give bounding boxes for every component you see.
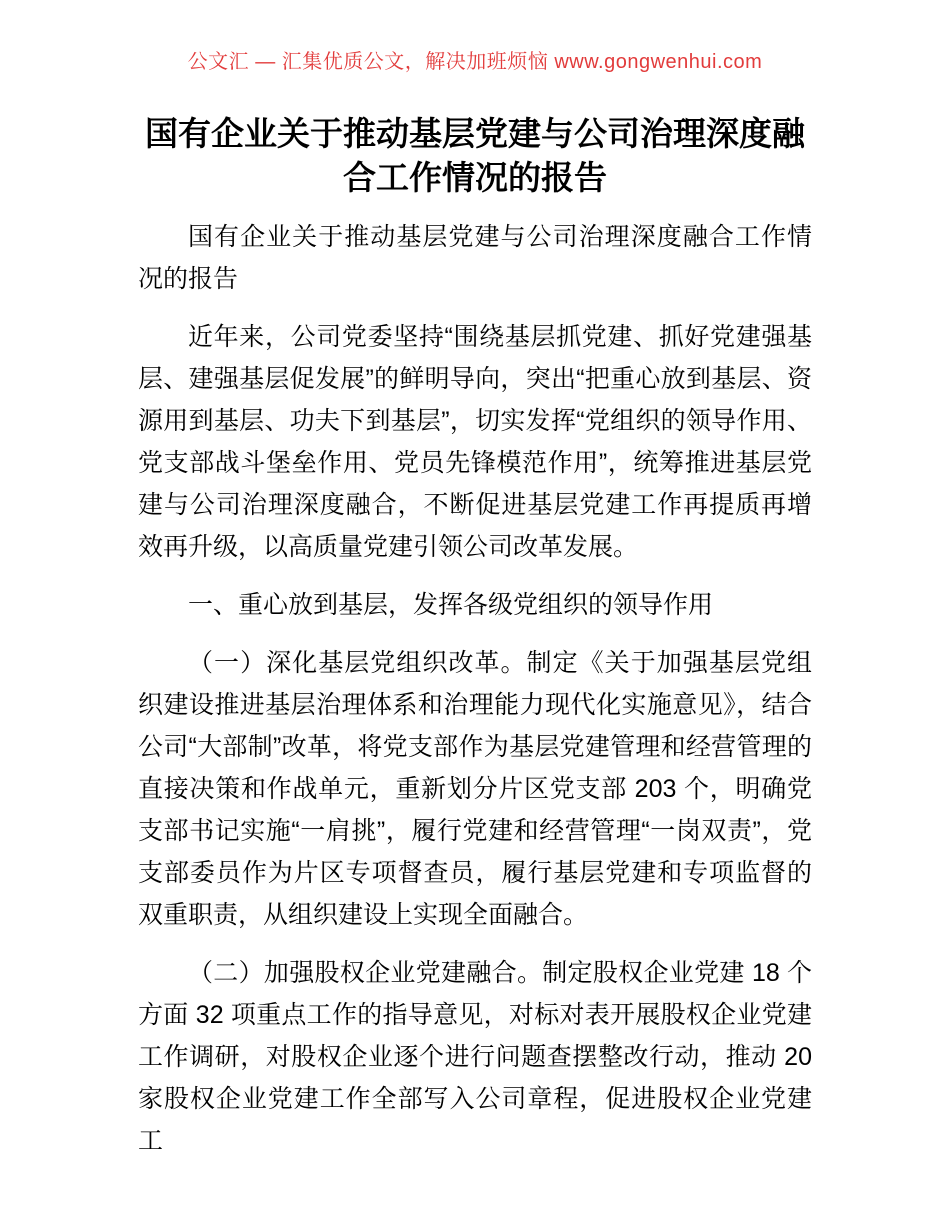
document-body [0,112,950,1162]
paragraph-list [138,216,812,1162]
paragraph-subtitle: 国有企业关于推动基层党建与公司治理深度融合工作情况的报告 [138,223,812,293]
watermark-text: 公文汇 — 汇集优质公文，解决加班烦恼 www.gongwenhui.com [187,51,763,73]
document-title: 国有企业关于推动基层党建与公司治理深度融合工作情况的报告 [145,115,805,196]
paragraph-body: （二）加强股权企业党建融合。制定股权企业党建 18 个方面 32 项重点工作的指导意见，对标对表开展股权企业党建工作调研，对股权企业逐个进行问题查摆整改行动，推动 20 家股权企业党建工作全部写入公司章程，促进股权企业党建工 [138,959,812,1155]
paragraph-heading: 一、重心放到基层，发挥各级党组织的领导作用 [188,591,714,619]
paragraph-body: （一）深化基层党组织改革。制定《关于加强基层党组织建设推进基层治理体系和治理能力现代化实施意见》，结合公司“大部制”改革，将党支部作为基层党建管理和经营管理的直接决策和作战单元，重新划分片区党支部 203 个，明确党支部书记实施“一肩挑”，履行党建和经营管理“一岗双责”，党支部委员作为片区专项督查员，履行基层党建和专项监督的双重职责，从组织建设上实现全面融合。 [138,649,812,929]
watermark-banner [0,0,950,74]
paragraph-body: 近年来，公司党委坚持“围绕基层抓党建、抓好党建强基层、建强基层促发展”的鲜明导向，突出“把重心放到基层、资源用到基层、功夫下到基层”，切实发挥“党组织的领导作用、党支部战斗堡垒作用、党员先锋模范作用”，统筹推进基层党建与公司治理深度融合，不断促进基层党建工作再提质再增效再升级，以高质量党建引领公司改革发展。 [138,323,812,561]
